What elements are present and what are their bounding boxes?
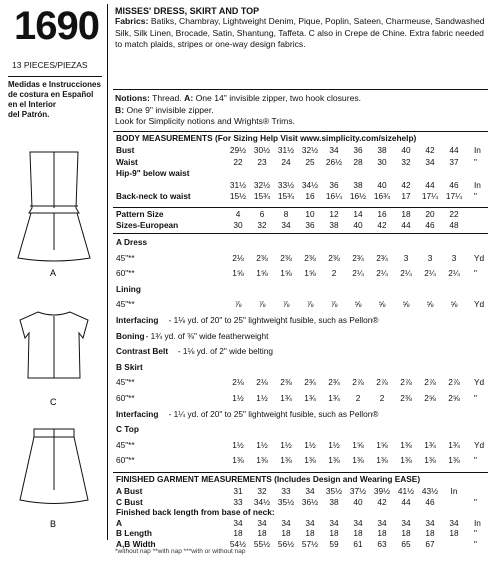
divider <box>113 233 488 234</box>
row-label: C Bust <box>116 496 143 507</box>
table-cell: 18 <box>257 528 267 539</box>
table-cell: 1⅝ <box>280 268 292 279</box>
table-cell: 2⅜ <box>256 252 268 263</box>
row-label: A <box>116 517 122 528</box>
row-label: 60"** <box>116 455 135 466</box>
table-cell: 34 <box>329 517 339 528</box>
table-cell: ⅝ <box>402 299 410 310</box>
row-label: 45"** <box>116 252 135 263</box>
row-unit: " <box>474 191 477 202</box>
table-cell: 4 <box>235 209 241 219</box>
table-cell: 32 <box>257 486 267 496</box>
table-cell: 33½ <box>277 179 295 190</box>
table-cell: 48 <box>449 220 459 230</box>
table-cell: 20 <box>425 209 435 219</box>
table-cell: 18 <box>281 528 291 539</box>
table-cell: 1⅜ <box>400 455 412 466</box>
row-note: - 1¼ yd. of 20" to 25" lightweight fusible, such as Pellon® <box>168 408 379 419</box>
table-cell: 38 <box>329 496 339 507</box>
table-cell: 2⅛ <box>256 377 268 388</box>
table-cell: 2¼ <box>448 268 460 279</box>
row-label: 45"** <box>116 377 135 388</box>
table-cell: 18 <box>425 528 435 539</box>
table-cell: 1⅜ <box>448 455 460 466</box>
divider <box>113 89 488 90</box>
row-unit: Yd <box>474 377 485 388</box>
table-cell: ⅝ <box>378 299 386 310</box>
table-cell: 22 <box>449 209 459 219</box>
table-cell: 23 <box>257 156 267 167</box>
row-label: A Bust <box>116 486 143 496</box>
table-cell: 2⅛ <box>232 377 244 388</box>
row-label: Bust <box>116 145 135 155</box>
pieces-count: 13 PIECES/PIEZAS <box>12 60 88 70</box>
table-cell: 1½ <box>304 439 316 450</box>
divider <box>113 131 488 132</box>
table-cell: 2¾ <box>352 252 364 263</box>
view-b-skirt-illustration <box>20 429 88 504</box>
table-cell: 2⅞ <box>400 377 412 388</box>
table-cell: 1⅝ <box>232 268 244 279</box>
table-cell: 2¾ <box>304 377 316 388</box>
table-cell: 31½ <box>277 145 295 155</box>
row-label: Lining <box>116 283 141 294</box>
table-cell: 18 <box>377 528 387 539</box>
table-cell: 40 <box>401 145 411 155</box>
table-cell: 37 <box>449 156 459 167</box>
table-cell: 39½ <box>373 486 391 496</box>
table-cell: 36½ <box>301 496 319 507</box>
table-cell: 22 <box>233 156 243 167</box>
table-cell: 42 <box>377 220 387 230</box>
row-label: A Dress <box>116 237 148 247</box>
table-cell: 38 <box>377 145 387 155</box>
table-cell: 40 <box>377 179 387 190</box>
table-cell: 16½ <box>349 191 367 202</box>
table-cell: 44 <box>401 220 411 230</box>
table-cell: 36 <box>353 145 363 155</box>
row-unit: In <box>474 145 481 155</box>
row-label: B Length <box>116 528 152 539</box>
finished-measurements-heading: FINISHED GARMENT MEASUREMENTS (Includes Design and Wearing EASE) <box>116 474 421 484</box>
table-cell: 33 <box>233 496 243 507</box>
body-measurements-table <box>116 145 488 205</box>
table-cell: 1⅜ <box>304 455 316 466</box>
table-cell: 63 <box>377 539 387 549</box>
table-cell: 44 <box>425 179 435 190</box>
table-cell: 18 <box>353 528 363 539</box>
table-cell: 17 <box>401 191 411 202</box>
table-cell: 34 <box>281 220 291 230</box>
row-label: Boning <box>116 330 145 341</box>
table-cell: 1¾ <box>424 439 436 450</box>
table-cell: 2⅞ <box>352 377 364 388</box>
spanish-note: Medidas e Instrucciones de costura en Español en el Interior del Patrón. <box>8 76 102 120</box>
table-cell: 8 <box>283 209 289 219</box>
table-cell: 32½ <box>253 179 271 190</box>
table-cell: 2⅜ <box>304 252 316 263</box>
table-cell: 2⅜ <box>280 252 292 263</box>
table-cell: 1½ <box>280 439 292 450</box>
table-cell: 34 <box>401 517 411 528</box>
table-cell: 59 <box>329 539 339 549</box>
table-cell: 42 <box>377 496 387 507</box>
table-cell: 1⅜ <box>400 439 412 450</box>
table-cell: 44 <box>449 145 459 155</box>
table-cell: 15¾ <box>277 191 295 202</box>
table-cell: 40 <box>353 220 363 230</box>
table-cell: 16¼ <box>325 191 343 202</box>
table-cell: 42 <box>401 179 411 190</box>
table-cell: 32 <box>257 220 267 230</box>
table-cell: 18 <box>305 528 315 539</box>
table-cell: 35½ <box>325 486 343 496</box>
table-cell: 55½ <box>253 539 271 549</box>
table-cell: 16 <box>377 209 387 219</box>
table-cell: 3 <box>403 252 409 263</box>
pattern-number: 1690 <box>14 4 99 48</box>
table-cell: 12 <box>329 209 339 219</box>
table-cell: 2⅛ <box>232 252 244 263</box>
row-label: Contrast Belt <box>116 346 169 357</box>
table-cell: 15¾ <box>253 191 271 202</box>
table-cell: 30 <box>377 156 387 167</box>
table-cell: 34 <box>281 517 291 528</box>
row-label: Pattern Size <box>116 209 164 219</box>
table-cell: ⅞ <box>330 299 338 310</box>
row-label: 45"** <box>116 299 135 310</box>
table-cell: 1½ <box>232 393 244 403</box>
table-cell: 31 <box>233 486 243 496</box>
table-cell: In <box>450 486 458 496</box>
table-cell: 2¼ <box>400 268 412 279</box>
table-cell: 61 <box>353 539 363 549</box>
pattern-title: MISSES' DRESS, SKIRT AND TOP <box>115 6 260 16</box>
row-unit: " <box>474 528 477 539</box>
table-cell: 41½ <box>397 486 415 496</box>
table-cell: ⅞ <box>282 299 290 310</box>
row-note: - 1⅛ yd. of 20" to 25" lightweight fusible, such as Pellon® <box>168 315 379 325</box>
table-cell: 1⅜ <box>424 455 436 466</box>
table-cell: 17¼ <box>445 191 463 202</box>
finished-measurements-table <box>116 486 488 549</box>
table-cell: 1¾ <box>328 393 340 403</box>
table-cell: 36 <box>329 179 339 190</box>
table-cell: 30 <box>233 220 243 230</box>
table-cell: 1⅜ <box>280 455 292 466</box>
table-cell: 35½ <box>277 496 295 507</box>
table-cell: 18 <box>329 528 339 539</box>
table-cell: 2¼ <box>376 268 388 279</box>
table-cell: 30½ <box>253 145 271 155</box>
table-cell: 32½ <box>301 145 319 155</box>
table-cell: 25 <box>305 156 315 167</box>
row-unit: " <box>474 539 477 549</box>
table-cell: 38 <box>353 179 363 190</box>
table-cell: 2⅝ <box>448 393 460 403</box>
row-unit: " <box>474 496 477 507</box>
table-cell: ⅝ <box>426 299 434 310</box>
row-note: - 1¾ yd. of ⅜" wide featherweight <box>145 330 269 341</box>
row-label: 60"** <box>116 268 135 279</box>
table-cell: 34 <box>329 145 339 155</box>
table-cell: 2⅞ <box>424 377 436 388</box>
table-cell: 16¾ <box>373 191 391 202</box>
row-label: 60"** <box>116 393 135 403</box>
table-cell: 1⅝ <box>376 439 388 450</box>
table-cell: 34 <box>449 517 459 528</box>
table-cell: 34½ <box>253 496 271 507</box>
column-divider <box>107 4 108 540</box>
row-unit: " <box>474 268 477 279</box>
table-cell: 1½ <box>256 439 268 450</box>
row-unit: Yd <box>474 252 485 263</box>
table-cell: 1¾ <box>448 439 460 450</box>
table-cell: 2¾ <box>376 252 388 263</box>
table-cell: 18 <box>401 528 411 539</box>
table-cell: 34 <box>425 517 435 528</box>
table-cell: 2 <box>331 268 337 279</box>
row-label: Back-neck to waist <box>116 191 191 202</box>
table-cell: 38 <box>329 220 339 230</box>
table-cell: ⅝ <box>354 299 362 310</box>
table-cell: 15½ <box>229 191 247 202</box>
table-cell: 2⅞ <box>376 377 388 388</box>
row-label: A,B Width <box>116 539 156 549</box>
table-cell: 2 <box>355 393 361 403</box>
table-cell: 57½ <box>301 539 319 549</box>
notions-section: Notions: Thread. A: One 14" invisible zipper, two hook closures. B: One 9" invisible zipper. Look for Simplicity notions and Wrights® Trims. <box>115 93 362 126</box>
table-cell: 65 <box>401 539 411 549</box>
table-cell: 1⅜ <box>232 455 244 466</box>
table-cell: 1½ <box>256 393 268 403</box>
table-cell: 54½ <box>229 539 247 549</box>
table-cell: 1⅜ <box>328 455 340 466</box>
row-unit: In <box>474 179 481 190</box>
table-cell: 24 <box>281 156 291 167</box>
table-cell: 2 <box>379 393 385 403</box>
nap-footnote: *without nap **with nap ***with or without nap <box>115 548 246 555</box>
table-cell: 18 <box>401 209 411 219</box>
table-cell: 33 <box>281 486 291 496</box>
table-cell: 67 <box>425 539 435 549</box>
row-unit: " <box>474 455 477 466</box>
body-measurements-heading: BODY MEASUREMENTS (For Sizing Help Visit www.simplicity.com/sizehelp) <box>116 133 417 143</box>
table-cell: 43½ <box>421 486 439 496</box>
table-cell: 34 <box>353 517 363 528</box>
table-cell: 40 <box>353 496 363 507</box>
table-cell: 17¼ <box>421 191 439 202</box>
table-cell: ⅝ <box>450 299 458 310</box>
table-cell: 46 <box>449 179 459 190</box>
table-cell: ⅞ <box>258 299 266 310</box>
table-cell: 10 <box>305 209 315 219</box>
table-cell: 1¾ <box>304 393 316 403</box>
table-cell: 34 <box>257 517 267 528</box>
table-cell: 26½ <box>325 156 343 167</box>
row-unit: Yd <box>474 439 485 450</box>
table-cell: 31½ <box>229 179 247 190</box>
table-cell: 44 <box>401 496 411 507</box>
view-a-label: A <box>50 268 57 278</box>
table-cell: 36 <box>305 220 315 230</box>
row-label: Interfacing <box>116 315 159 325</box>
row-unit: In <box>474 517 481 528</box>
table-cell: 42 <box>425 145 435 155</box>
row-label: Waist <box>116 156 138 167</box>
table-cell: 16 <box>305 191 315 202</box>
table-cell: 1⅜ <box>376 455 388 466</box>
view-a-dress-illustration <box>18 152 90 261</box>
view-b-label: B <box>50 519 57 529</box>
row-label: B Skirt <box>116 361 143 372</box>
table-cell: 34½ <box>301 179 319 190</box>
table-cell: 1½ <box>232 439 244 450</box>
table-cell: 3 <box>451 252 457 263</box>
table-cell: 1⅜ <box>256 455 268 466</box>
table-cell: 37½ <box>349 486 367 496</box>
row-label: Interfacing <box>116 408 159 419</box>
table-cell: 2⅝ <box>424 393 436 403</box>
table-cell: 34 <box>425 156 435 167</box>
row-note: - 1⅛ yd. of 2" wide belting <box>177 346 273 357</box>
table-cell: 34 <box>377 517 387 528</box>
table-cell: 2¼ <box>424 268 436 279</box>
table-cell: 1⅝ <box>352 439 364 450</box>
table-cell: 6 <box>259 209 265 219</box>
divider <box>113 207 488 208</box>
table-cell: 18 <box>233 528 243 539</box>
row-label: Finished back length from base of neck: <box>116 507 275 518</box>
table-cell: 34 <box>305 486 315 496</box>
table-cell: ⅞ <box>234 299 242 310</box>
row-label: Sizes-European <box>116 220 179 230</box>
divider <box>113 472 488 473</box>
row-unit: " <box>474 156 477 167</box>
table-cell: 1½ <box>328 439 340 450</box>
view-c-label: C <box>50 397 57 407</box>
row-label: Hip-9" below waist <box>116 168 190 179</box>
table-cell: 56½ <box>277 539 295 549</box>
table-cell: 1⅜ <box>352 455 364 466</box>
sizes-table <box>116 209 488 231</box>
table-cell: 32 <box>401 156 411 167</box>
fabrics-section: Fabrics: Batiks, Chambray, Lightweight Denim, Pique, Poplin, Sateen, Charmeuse, Sandwashed Silk, Silk Linen, Brocade, Satin, Shantung, Taffeta. C also in Crepe de Chine. Extra fabric needed to match plaids, stripes or one-way design fabrics. <box>115 16 485 49</box>
table-cell: 2⅜ <box>328 252 340 263</box>
row-label: C Top <box>116 424 139 435</box>
table-cell: 1¾ <box>280 393 292 403</box>
table-cell: 1⅝ <box>304 268 316 279</box>
table-cell: 2¼ <box>352 268 364 279</box>
table-cell: 2⅜ <box>400 393 412 403</box>
row-label: 45"** <box>116 439 135 450</box>
table-cell: 34 <box>305 517 315 528</box>
table-cell: 46 <box>425 496 435 507</box>
row-unit: " <box>474 393 477 403</box>
view-c-top-illustration <box>20 312 88 378</box>
table-cell: 14 <box>353 209 363 219</box>
yardage-table <box>116 237 488 466</box>
table-cell: 28 <box>353 156 363 167</box>
table-cell: 2¾ <box>328 377 340 388</box>
row-unit: Yd <box>474 299 485 310</box>
table-cell: 1⅝ <box>256 268 268 279</box>
table-cell: 29½ <box>229 145 247 155</box>
table-cell: 2⅜ <box>280 377 292 388</box>
table-cell: 3 <box>427 252 433 263</box>
table-cell: 34 <box>233 517 243 528</box>
table-cell: 18 <box>449 528 459 539</box>
garment-illustrations <box>0 0 108 580</box>
table-cell: 2⅞ <box>448 377 460 388</box>
table-cell: ⅞ <box>306 299 314 310</box>
table-cell: 46 <box>425 220 435 230</box>
